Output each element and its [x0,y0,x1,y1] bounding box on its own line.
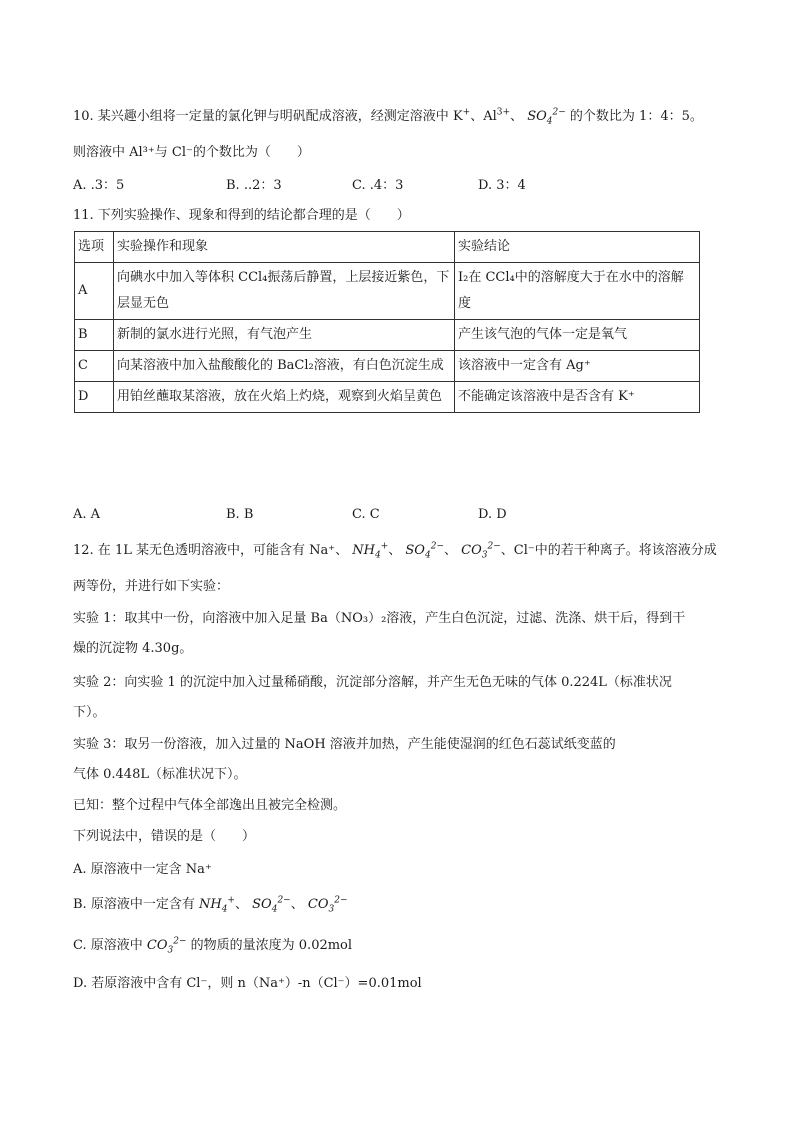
table-row [75,382,700,413]
table-cell-key: A [75,263,114,320]
q10-option-d: D. 3：4 [478,178,526,193]
table-cell-operation: 向碘水中加入等体积 CCl₄振荡后静置，上层接近紫色，下层显无色 [114,263,455,320]
sulfate-ion-formula: $SO_4^{2-}$ [527,107,566,127]
ammonium-ion-formula: $NH_4^+$ [352,541,389,561]
sulfate-ion-formula: $SO_4^{2-}$ [252,895,291,915]
carbonate-ion-formula: $CO_3^{2-}$ [146,936,187,956]
q11-option-c: C. C [352,507,380,522]
q10-option-b: B. ..2：3 [226,178,282,193]
q10-stem-line2: 则溶液中 Al³⁺与 Cl⁻的个数比为（ ） [73,145,310,160]
table-cell-operation: 向某溶液中加入盐酸酸化的 BaCl₂溶液，有白色沉淀生成 [114,351,455,382]
sulfate-ion-formula: $SO_4^{2-}$ [405,541,444,561]
table-row [75,351,700,382]
q12-option-a: A. 原溶液中一定含 Na⁺ [73,862,212,877]
table-header-row [75,232,700,263]
q12-stem-line1: 12. 在 1L 某无色透明溶液中，可能含有 Na⁺、 $NH_4^+$、 $SO_4^{2-}$、 $CO_3^{2-}$、Cl⁻中的若干种离子。将该溶液分成 [73,541,717,561]
q10-option-a: A. .3：5 [73,178,125,193]
q12-exp2-line1: 实验 2：向实验 1 的沉淀中加入过量稀硝酸，沉淀部分溶解，并产生无色无味的气体 0.224L（标准状况 [73,675,672,690]
q11-option-d: D. D [478,507,507,522]
q10-option-c: C. .4：3 [352,178,404,193]
q12-exp1-line2: 燥的沉淀物 4.30g。 [73,641,193,656]
table-cell-key: D [75,382,114,413]
table-cell-operation: 用铂丝蘸取某溶液，放在火焰上灼烧，观察到火焰呈黄色 [114,382,455,413]
carbonate-ion-formula: $CO_3^{2-}$ [461,541,501,561]
table-cell-conclusion: 产生该气泡的气体一定是氧气 [455,320,700,351]
q12-option-c: C. 原溶液中 $CO_3^{2-}$ 的物质的量浓度为 0.02mol [73,936,353,956]
table-cell-conclusion: 该溶液中一定含有 Ag⁺ [455,351,700,382]
table-header-cell: 实验结论 [455,232,700,263]
q12-known: 已知：整个过程中气体全部逸出且被完全检测。 [73,798,347,813]
table-cell-operation: 新制的氯水进行光照，有气泡产生 [114,320,455,351]
table-row [75,263,700,320]
q12-stem-line2: 两等份，并进行如下实验： [73,579,230,594]
q12-exp2-line2: 下）。 [73,705,106,720]
q12-option-b: B. 原溶液中一定含有 $NH_4^+$、 $SO_4^{2-}$、 $CO_3^{2-}$ [73,895,348,915]
q10-stem-line1: 10. 某兴趣小组将一定量的氯化钾与明矾配成溶液，经测定溶液中 K+、$Al^{3+}$、 $SO_4^{2-}$ 的个数比为 1：4：5。 [73,107,703,127]
q11-option-b: B. B [226,507,254,522]
table-cell-conclusion: I₂在 CCl₄中的溶解度大于在水中的溶解度 [455,263,700,320]
ammonium-ion-formula: $NH_4^+$ [198,895,235,915]
experiment-table [74,231,700,413]
q12-question: 下列说法中，错误的是（ ） [73,829,256,844]
table-row [75,320,700,351]
table-header-cell: 实验操作和现象 [114,232,455,263]
q11-stem: 11. 下列实验操作、现象和得到的结论都合理的是（ ） [73,208,410,223]
carbonate-ion-formula: $CO_3^{2-}$ [307,895,348,915]
q11-option-a: A. A [73,507,101,522]
q12-exp3-line1: 实验 3：取另一份溶液，加入过量的 NaOH 溶液并加热，产生能使湿润的红色石蕊试纸变蓝的 [73,737,616,752]
q12-exp1-line1: 实验 1：取其中一份，向溶液中加入足量 Ba（NO₃）₂溶液，产生白色沉淀，过滤、洗涤、烘干后，得到干 [73,611,686,626]
table-cell-key: B [75,320,114,351]
q12-exp3-line2: 气体 0.448L（标准状况下）。 [73,767,247,782]
table-cell-key: C [75,351,114,382]
q12-option-d: D. 若原溶液中含有 Cl⁻，则 n（Na⁺）-n（Cl⁻）=0.01mol [73,976,422,991]
table-header-cell: 选项 [75,232,114,263]
table-cell-conclusion: 不能确定该溶液中是否含有 K⁺ [455,382,700,413]
